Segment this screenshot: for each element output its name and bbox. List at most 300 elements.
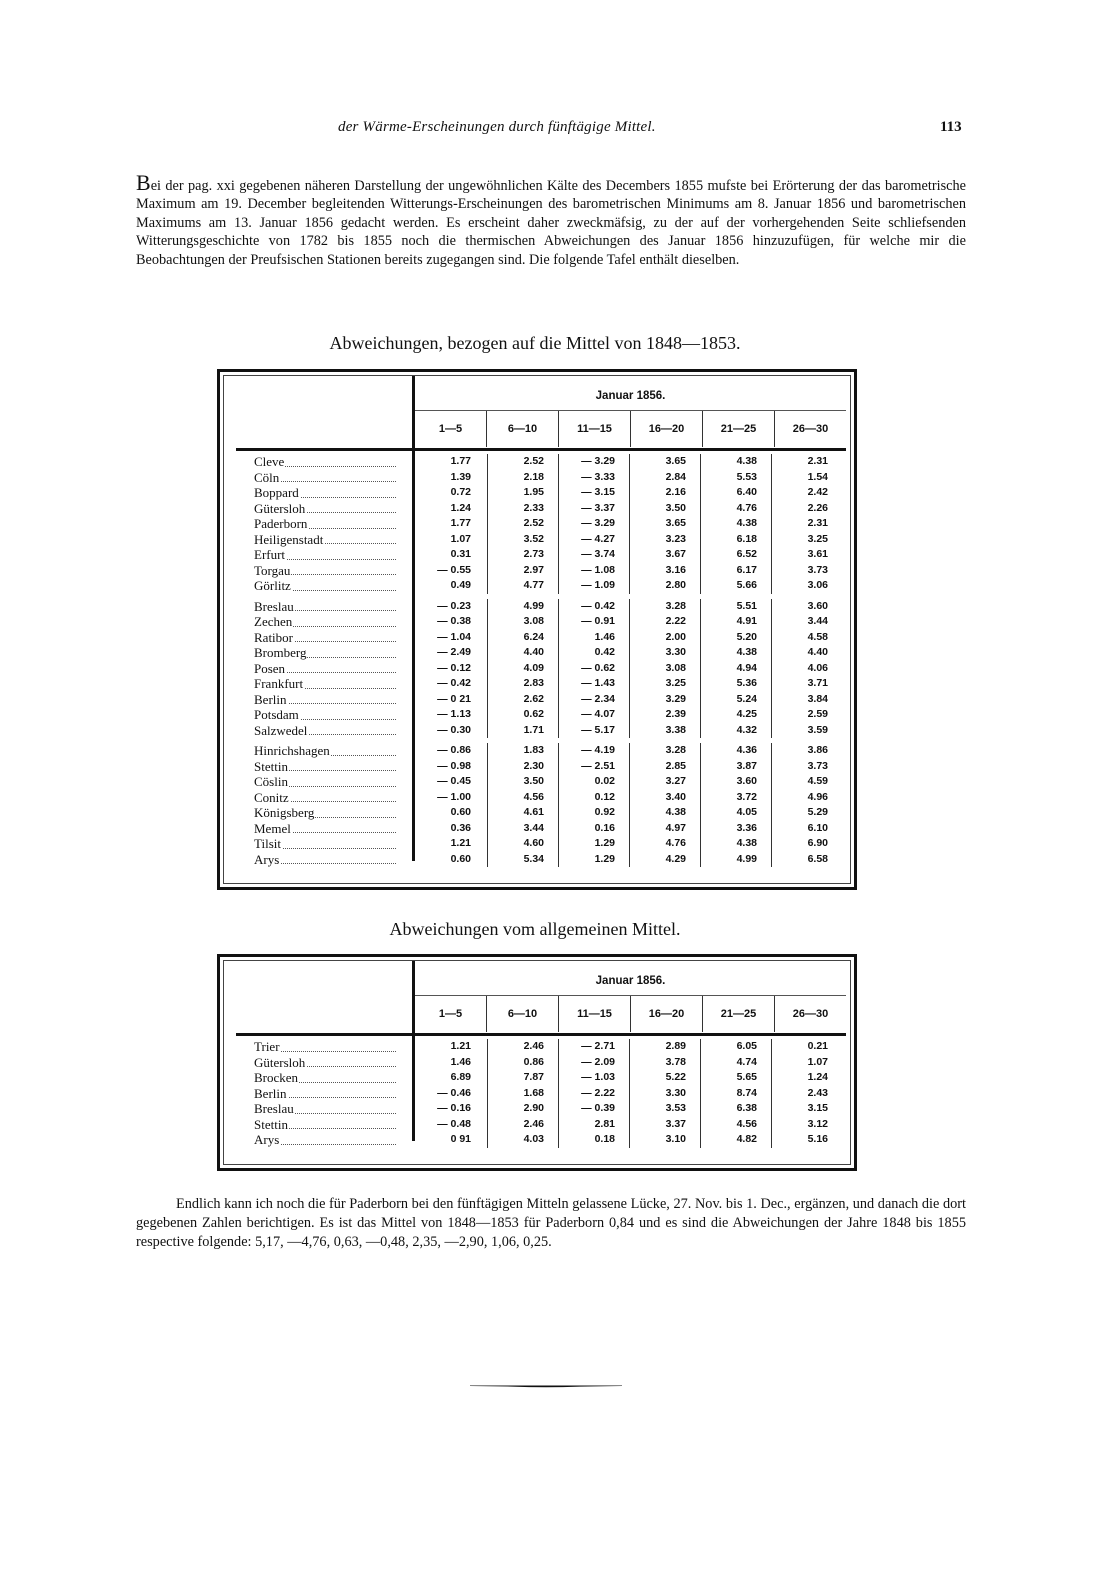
value-cell: 3.08 xyxy=(629,661,700,677)
table-row xyxy=(224,774,850,790)
table-row xyxy=(224,470,850,486)
station-name-cell xyxy=(224,836,412,852)
value-cell: 1.46 xyxy=(558,630,629,646)
value-cell: 3.28 xyxy=(629,743,700,759)
station-name-cell xyxy=(224,578,412,594)
value-cell: 4.38 xyxy=(700,645,771,661)
column-header: 6—10 xyxy=(486,996,558,1032)
value-cell: 0.16 xyxy=(558,821,629,837)
table2-body xyxy=(224,1039,850,1148)
value-cell: 3.86 xyxy=(771,743,846,759)
station-name-cell xyxy=(224,676,412,692)
table2-inner-frame xyxy=(223,960,851,1165)
value-cell: 0.62 xyxy=(487,707,558,723)
value-cell: 3.73 xyxy=(771,563,846,579)
value-cell: 3.60 xyxy=(700,774,771,790)
column-header: 1—5 xyxy=(438,423,463,435)
table-row xyxy=(224,676,850,692)
value-cell: 2.30 xyxy=(487,759,558,775)
value-cell: 4.91 xyxy=(700,614,771,630)
drop-cap: B xyxy=(136,170,151,195)
station-name: Boppard xyxy=(254,485,299,500)
station-name: Cöln xyxy=(254,469,280,485)
value-cell: — 0.46 xyxy=(437,1086,471,1099)
value-cell: — 0.42 xyxy=(558,599,629,615)
value-cell: — 3.29 xyxy=(558,516,629,532)
table-row xyxy=(224,1055,850,1071)
table-row xyxy=(224,692,850,708)
table-row xyxy=(224,1070,850,1086)
value-cell: 6.58 xyxy=(771,852,846,868)
station-name-cell xyxy=(224,852,412,868)
table-row xyxy=(224,645,850,661)
value-cell: — 0.30 xyxy=(437,723,471,736)
value-cell: — 2.51 xyxy=(558,759,629,775)
station-name: Berlin xyxy=(254,691,287,707)
value-cell: 4.82 xyxy=(700,1132,771,1148)
table-row xyxy=(224,723,850,739)
value-cell: 1.54 xyxy=(771,470,846,486)
value-cell: — 2.09 xyxy=(558,1055,629,1071)
value-cell: — 0.16 xyxy=(437,1102,471,1114)
value-cell: 5.53 xyxy=(700,470,771,486)
value-cell: 2.59 xyxy=(771,707,846,723)
value-cell: 3.10 xyxy=(629,1132,700,1148)
value-cell: 7.87 xyxy=(487,1070,558,1086)
table-row xyxy=(224,547,850,563)
station-name-cell xyxy=(224,743,412,759)
station-name-cell xyxy=(224,599,412,615)
station-name: Frankfurt xyxy=(254,676,304,691)
intro-paragraph xyxy=(136,170,966,269)
value-cell: 3.50 xyxy=(487,774,558,790)
value-cell: 5.29 xyxy=(771,805,846,821)
value-cell: 0.60 xyxy=(450,806,471,818)
value-cell: 4.40 xyxy=(771,645,846,661)
value-cell: — 0.23 xyxy=(437,599,471,612)
value-cell: 4.32 xyxy=(700,723,771,739)
value-cell: — 3.15 xyxy=(558,485,629,501)
value-cell: — 3.37 xyxy=(558,501,629,517)
station-name-cell xyxy=(224,454,412,470)
value-cell: 3.44 xyxy=(487,821,558,837)
station-name-cell xyxy=(224,1055,412,1071)
table-row xyxy=(224,661,850,677)
value-cell: 4.40 xyxy=(487,645,558,661)
value-cell: — 0.55 xyxy=(437,563,471,576)
value-cell: 1.77 xyxy=(450,455,471,467)
value-cell: 4.09 xyxy=(487,661,558,677)
value-cell: 6.18 xyxy=(700,532,771,548)
value-cell: 4.74 xyxy=(700,1055,771,1071)
value-cell: 2.52 xyxy=(487,454,558,470)
end-rule-ornament xyxy=(470,1384,622,1388)
value-cell: 5.66 xyxy=(700,578,771,594)
station-name: Zechen xyxy=(254,614,293,629)
table-row xyxy=(224,578,850,594)
value-cell: 4.29 xyxy=(629,852,700,868)
value-cell: 2.80 xyxy=(629,578,700,594)
table2-title: Abweichungen vom allgemeinen Mittel. xyxy=(389,919,681,939)
table-row xyxy=(224,1086,850,1102)
station-name-cell xyxy=(224,1132,412,1148)
station-name-cell xyxy=(224,470,412,486)
closing-paragraph: Endlich kann ich noch die für Paderborn bei den fünftägigen Mitteln gelassene Lücke, 27. Nov. bis 1. Dec., ergänzen, und danach die dort gegebenen Zahlen berichtigen. Es ist das Mittel von 1848—1853 für Paderborn 0,84 und es sind die Abweichungen der Jahre 1848 bis 1855 respective folgende: 5,17, —4,76, 0,63, —0,48, 2,35, —2,90, 1,06, 0,25. xyxy=(136,1196,966,1250)
value-cell: — 0.45 xyxy=(437,775,471,787)
value-cell: 0.02 xyxy=(558,774,629,790)
station-name-cell xyxy=(224,532,412,548)
value-cell: 0.18 xyxy=(558,1132,629,1148)
column-header: 21—25 xyxy=(702,996,774,1032)
value-cell: — 3.33 xyxy=(558,470,629,486)
value-cell: 3.30 xyxy=(629,645,700,661)
value-cell: 3.30 xyxy=(629,1086,700,1102)
value-cell: 3.53 xyxy=(629,1101,700,1117)
value-cell: 4.96 xyxy=(771,790,846,806)
value-cell: 4.38 xyxy=(629,805,700,821)
table-row xyxy=(224,516,850,532)
value-cell: 1.24 xyxy=(450,501,471,514)
value-cell: 0.21 xyxy=(771,1039,846,1055)
station-name-cell xyxy=(224,790,412,806)
value-cell: 6.05 xyxy=(700,1039,771,1055)
station-name: Hinrichshagen xyxy=(254,743,330,758)
table1-inner-frame xyxy=(223,375,851,884)
value-cell: 4.38 xyxy=(700,836,771,852)
station-name-cell xyxy=(224,1101,412,1117)
station-name-cell xyxy=(224,614,412,630)
value-cell: 2.22 xyxy=(629,614,700,630)
value-cell: 2.84 xyxy=(629,470,700,486)
value-cell: 0.42 xyxy=(558,645,629,661)
station-name: Brocken xyxy=(254,1070,299,1085)
station-name: Trier xyxy=(254,1039,280,1054)
table-row xyxy=(224,790,850,806)
station-name: Stettin xyxy=(254,758,288,774)
value-cell: 3.59 xyxy=(771,723,846,739)
value-cell: 0.60 xyxy=(450,852,471,865)
value-cell: 1.07 xyxy=(771,1055,846,1071)
value-cell: 5.16 xyxy=(771,1132,846,1148)
running-head-title: der Wärme-Erscheinungen durch fünftägige Mittel. xyxy=(338,119,656,135)
table-row xyxy=(224,707,850,723)
value-cell: — 0.12 xyxy=(437,661,471,674)
value-cell: 4.03 xyxy=(487,1132,558,1148)
station-name: Potsdam xyxy=(254,707,299,722)
station-name: Tilsit xyxy=(254,836,281,851)
table-row xyxy=(224,852,850,868)
value-cell: 3.25 xyxy=(771,532,846,548)
table1-header-rule xyxy=(236,448,846,451)
value-cell: 4.99 xyxy=(700,852,771,868)
column-header: 21—25 xyxy=(702,411,774,447)
value-cell: — 1.13 xyxy=(437,708,471,720)
station-name: Cleve xyxy=(254,454,285,469)
station-name: Torgau xyxy=(254,562,291,578)
value-cell: — 3.29 xyxy=(558,454,629,470)
value-cell: 2.73 xyxy=(487,547,558,563)
value-cell: 4.76 xyxy=(700,501,771,517)
value-cell: — 0.39 xyxy=(558,1101,629,1117)
value-cell: — 0 21 xyxy=(437,692,471,705)
value-cell: 1.21 xyxy=(450,1040,471,1052)
value-cell: 1.71 xyxy=(487,723,558,739)
station-name-cell xyxy=(224,630,412,646)
value-cell: 1.21 xyxy=(450,837,471,849)
value-cell: 0.92 xyxy=(558,805,629,821)
table2-header-rule xyxy=(236,1033,846,1036)
station-name-cell xyxy=(224,1039,412,1055)
table-row xyxy=(224,630,850,646)
value-cell: — 3.74 xyxy=(558,547,629,563)
value-cell: — 1.03 xyxy=(558,1070,629,1086)
station-name-cell xyxy=(224,805,412,821)
value-cell: 3.84 xyxy=(771,692,846,708)
value-cell: — 4.07 xyxy=(558,707,629,723)
table-row xyxy=(224,563,850,579)
table1-body xyxy=(224,454,850,867)
value-cell: — 0.91 xyxy=(558,614,629,630)
table-row xyxy=(224,1101,850,1117)
table2 xyxy=(217,954,857,1171)
value-cell: 4.05 xyxy=(700,805,771,821)
value-cell: 4.76 xyxy=(629,836,700,852)
station-name-cell xyxy=(224,821,412,837)
table-row xyxy=(224,1039,850,1055)
value-cell: 6.40 xyxy=(700,485,771,501)
value-cell: 3.72 xyxy=(700,790,771,806)
value-cell: 5.24 xyxy=(700,692,771,708)
value-cell: — 1.09 xyxy=(558,578,629,594)
value-cell: 1.46 xyxy=(450,1055,471,1068)
value-cell: 4.58 xyxy=(771,630,846,646)
value-cell: 3.37 xyxy=(629,1117,700,1133)
value-cell: 8.74 xyxy=(700,1086,771,1102)
value-cell: — 1.08 xyxy=(558,563,629,579)
station-name: Königsberg xyxy=(254,805,315,820)
station-name-cell xyxy=(224,501,412,517)
value-cell: 3.29 xyxy=(629,692,700,708)
value-cell: 2.81 xyxy=(558,1117,629,1133)
value-cell: — 0.98 xyxy=(437,759,471,772)
value-cell: 1.83 xyxy=(487,743,558,759)
value-cell: 4.59 xyxy=(771,774,846,790)
value-cell: 0.12 xyxy=(558,790,629,806)
value-cell: 5.65 xyxy=(700,1070,771,1086)
table2-column-headers xyxy=(415,996,846,1032)
column-header: 26—30 xyxy=(774,411,846,447)
value-cell: 3.61 xyxy=(771,547,846,563)
station-name: Conitz xyxy=(254,789,289,805)
table-row xyxy=(224,743,850,759)
value-cell: — 0.62 xyxy=(558,661,629,677)
value-cell: 2.62 xyxy=(487,692,558,708)
table-row xyxy=(224,836,850,852)
value-cell: — 4.19 xyxy=(558,743,629,759)
value-cell: 3.38 xyxy=(629,723,700,739)
value-cell: 2.90 xyxy=(487,1101,558,1117)
value-cell: 3.16 xyxy=(629,563,700,579)
column-header: 26—30 xyxy=(774,996,846,1032)
value-cell: 6.17 xyxy=(700,563,771,579)
value-cell: 3.65 xyxy=(629,454,700,470)
station-name-cell xyxy=(224,1086,412,1102)
table1 xyxy=(217,369,857,890)
value-cell: 4.77 xyxy=(487,578,558,594)
value-cell: 1.24 xyxy=(771,1070,846,1086)
value-cell: 4.56 xyxy=(700,1117,771,1133)
value-cell: 6.52 xyxy=(700,547,771,563)
value-cell: 0 91 xyxy=(450,1133,471,1145)
station-name: Cöslin xyxy=(254,774,288,789)
value-cell: — 0.42 xyxy=(437,677,471,689)
table-row xyxy=(224,614,850,630)
table1-column-headers xyxy=(415,411,846,447)
value-cell: 4.61 xyxy=(487,805,558,821)
table-row xyxy=(224,485,850,501)
value-cell: 3.73 xyxy=(771,759,846,775)
station-name: Salzwedel xyxy=(254,722,308,738)
value-cell: — 1.04 xyxy=(437,630,471,643)
value-cell: 2.31 xyxy=(771,454,846,470)
station-name: Heiligenstadt xyxy=(254,531,324,547)
value-cell: 4.56 xyxy=(487,790,558,806)
value-cell: 3.87 xyxy=(700,759,771,775)
station-name: Breslau xyxy=(254,1101,294,1116)
station-name-cell xyxy=(224,645,412,661)
value-cell: 2.16 xyxy=(629,485,700,501)
value-cell: 4.38 xyxy=(700,516,771,532)
value-cell: 2.89 xyxy=(629,1039,700,1055)
value-cell: 4.94 xyxy=(700,661,771,677)
value-cell: 3.12 xyxy=(771,1117,846,1133)
value-cell: 2.46 xyxy=(487,1117,558,1133)
value-cell: 4.97 xyxy=(629,821,700,837)
value-cell: 3.08 xyxy=(487,614,558,630)
station-name: Gütersloh xyxy=(254,1054,306,1070)
value-cell: 6.38 xyxy=(700,1101,771,1117)
value-cell: 1.29 xyxy=(558,852,629,868)
station-name-cell xyxy=(224,1117,412,1133)
station-name: Paderborn xyxy=(254,516,308,531)
table-row xyxy=(224,805,850,821)
table-row xyxy=(224,454,850,470)
table2-month-header: Januar 1856. xyxy=(415,967,846,996)
station-name-cell xyxy=(224,774,412,790)
running-head xyxy=(0,119,1100,143)
value-cell: 3.28 xyxy=(629,599,700,615)
table-row xyxy=(224,501,850,517)
station-name: Berlin xyxy=(254,1085,287,1101)
station-name-cell xyxy=(224,661,412,677)
table1-title: Abweichungen, bezogen auf die Mittel von 1848—1853. xyxy=(329,333,741,353)
station-name: Stettin xyxy=(254,1116,288,1132)
column-header: 11—15 xyxy=(558,996,630,1032)
station-name: Arys xyxy=(254,1132,280,1147)
value-cell: 2.83 xyxy=(487,676,558,692)
value-cell: 3.23 xyxy=(629,532,700,548)
value-cell: 2.26 xyxy=(771,501,846,517)
value-cell: 1.39 xyxy=(450,470,471,483)
value-cell: 6.10 xyxy=(771,821,846,837)
value-cell: 3.67 xyxy=(629,547,700,563)
value-cell: 3.71 xyxy=(771,676,846,692)
column-header: 6—10 xyxy=(486,411,558,447)
value-cell: — 1.00 xyxy=(437,790,471,803)
value-cell: — 0.48 xyxy=(437,1117,471,1130)
value-cell: 4.36 xyxy=(700,743,771,759)
value-cell: 2.31 xyxy=(771,516,846,532)
station-name: Breslau xyxy=(254,598,294,614)
value-cell: 0.31 xyxy=(450,548,471,560)
column-header: 16—20 xyxy=(630,411,702,447)
value-cell: 4.99 xyxy=(487,599,558,615)
station-name: Arys xyxy=(254,851,280,867)
value-cell: 5.34 xyxy=(487,852,558,868)
station-name: Posen xyxy=(254,660,286,676)
station-name: Görlitz xyxy=(254,578,291,593)
value-cell: 3.15 xyxy=(771,1101,846,1117)
station-name-cell xyxy=(224,723,412,739)
value-cell: 0.72 xyxy=(450,486,471,498)
intro-paragraph-text: ei der pag. xxi gegebenen näheren Darstellung der ungewöhnlichen Kälte des Decembers 1855 mufste bei Erörterung der das barometrische Maximum am 19. December begleitenden Witterungs-Erscheinungen des barometrischen Minimums am 8. Januar 1856 und barometrischen Maximums am 13. Januar 1856 gedacht werden. Es erscheint daher zweckmäfsig, zu der auf der vorhergehenden Seite schliefsenden Witterungsgeschichte von 1782 bis 1855 noch die thermischen Abweichungen des Januar 1856 hinzuzufügen, für welche mir die Beobachtungen der Preufsischen Stationen bereits zugegangen sind. Die folgende Tafel enthält dieselben. xyxy=(136,178,966,268)
value-cell: 1.95 xyxy=(487,485,558,501)
station-name: Memel xyxy=(254,820,291,836)
table-row xyxy=(224,759,850,775)
value-cell: 6.90 xyxy=(771,836,846,852)
value-cell: 6.24 xyxy=(487,630,558,646)
value-cell: 4.25 xyxy=(700,707,771,723)
value-cell: 2.18 xyxy=(487,470,558,486)
station-name-cell xyxy=(224,1070,412,1086)
value-cell: — 2.71 xyxy=(558,1039,629,1055)
station-name-cell xyxy=(224,692,412,708)
value-cell: 2.46 xyxy=(487,1039,558,1055)
station-name: Ratibor xyxy=(254,629,293,645)
value-cell: 3.78 xyxy=(629,1055,700,1071)
column-header: 11—15 xyxy=(558,411,630,447)
value-cell: 2.52 xyxy=(487,516,558,532)
value-cell: 2.39 xyxy=(629,707,700,723)
value-cell: 3.25 xyxy=(629,676,700,692)
value-cell: 4.60 xyxy=(487,836,558,852)
column-header: 16—20 xyxy=(630,996,702,1032)
value-cell: 1.68 xyxy=(487,1086,558,1102)
value-cell: — 5.17 xyxy=(558,723,629,739)
value-cell: 5.20 xyxy=(700,630,771,646)
value-cell: 3.65 xyxy=(629,516,700,532)
value-cell: 2.33 xyxy=(487,501,558,517)
value-cell: — 2.22 xyxy=(558,1086,629,1102)
value-cell: 2.43 xyxy=(771,1086,846,1102)
value-cell: 3.50 xyxy=(629,501,700,517)
value-cell: — 2.49 xyxy=(437,646,471,658)
value-cell: 0.86 xyxy=(487,1055,558,1071)
value-cell: 3.06 xyxy=(771,578,846,594)
value-cell: 3.60 xyxy=(771,599,846,615)
value-cell: 3.27 xyxy=(629,774,700,790)
table-row xyxy=(224,1132,850,1148)
value-cell: 6.89 xyxy=(450,1071,471,1083)
value-cell: 4.06 xyxy=(771,661,846,677)
table1-month-header: Januar 1856. xyxy=(415,382,846,411)
value-cell: 0.49 xyxy=(450,579,471,591)
value-cell: 1.77 xyxy=(450,517,471,529)
station-name: Bromberg xyxy=(254,645,307,660)
value-cell: 0.36 xyxy=(450,821,471,834)
station-name: Gütersloh xyxy=(254,500,306,516)
value-cell: 5.36 xyxy=(700,676,771,692)
